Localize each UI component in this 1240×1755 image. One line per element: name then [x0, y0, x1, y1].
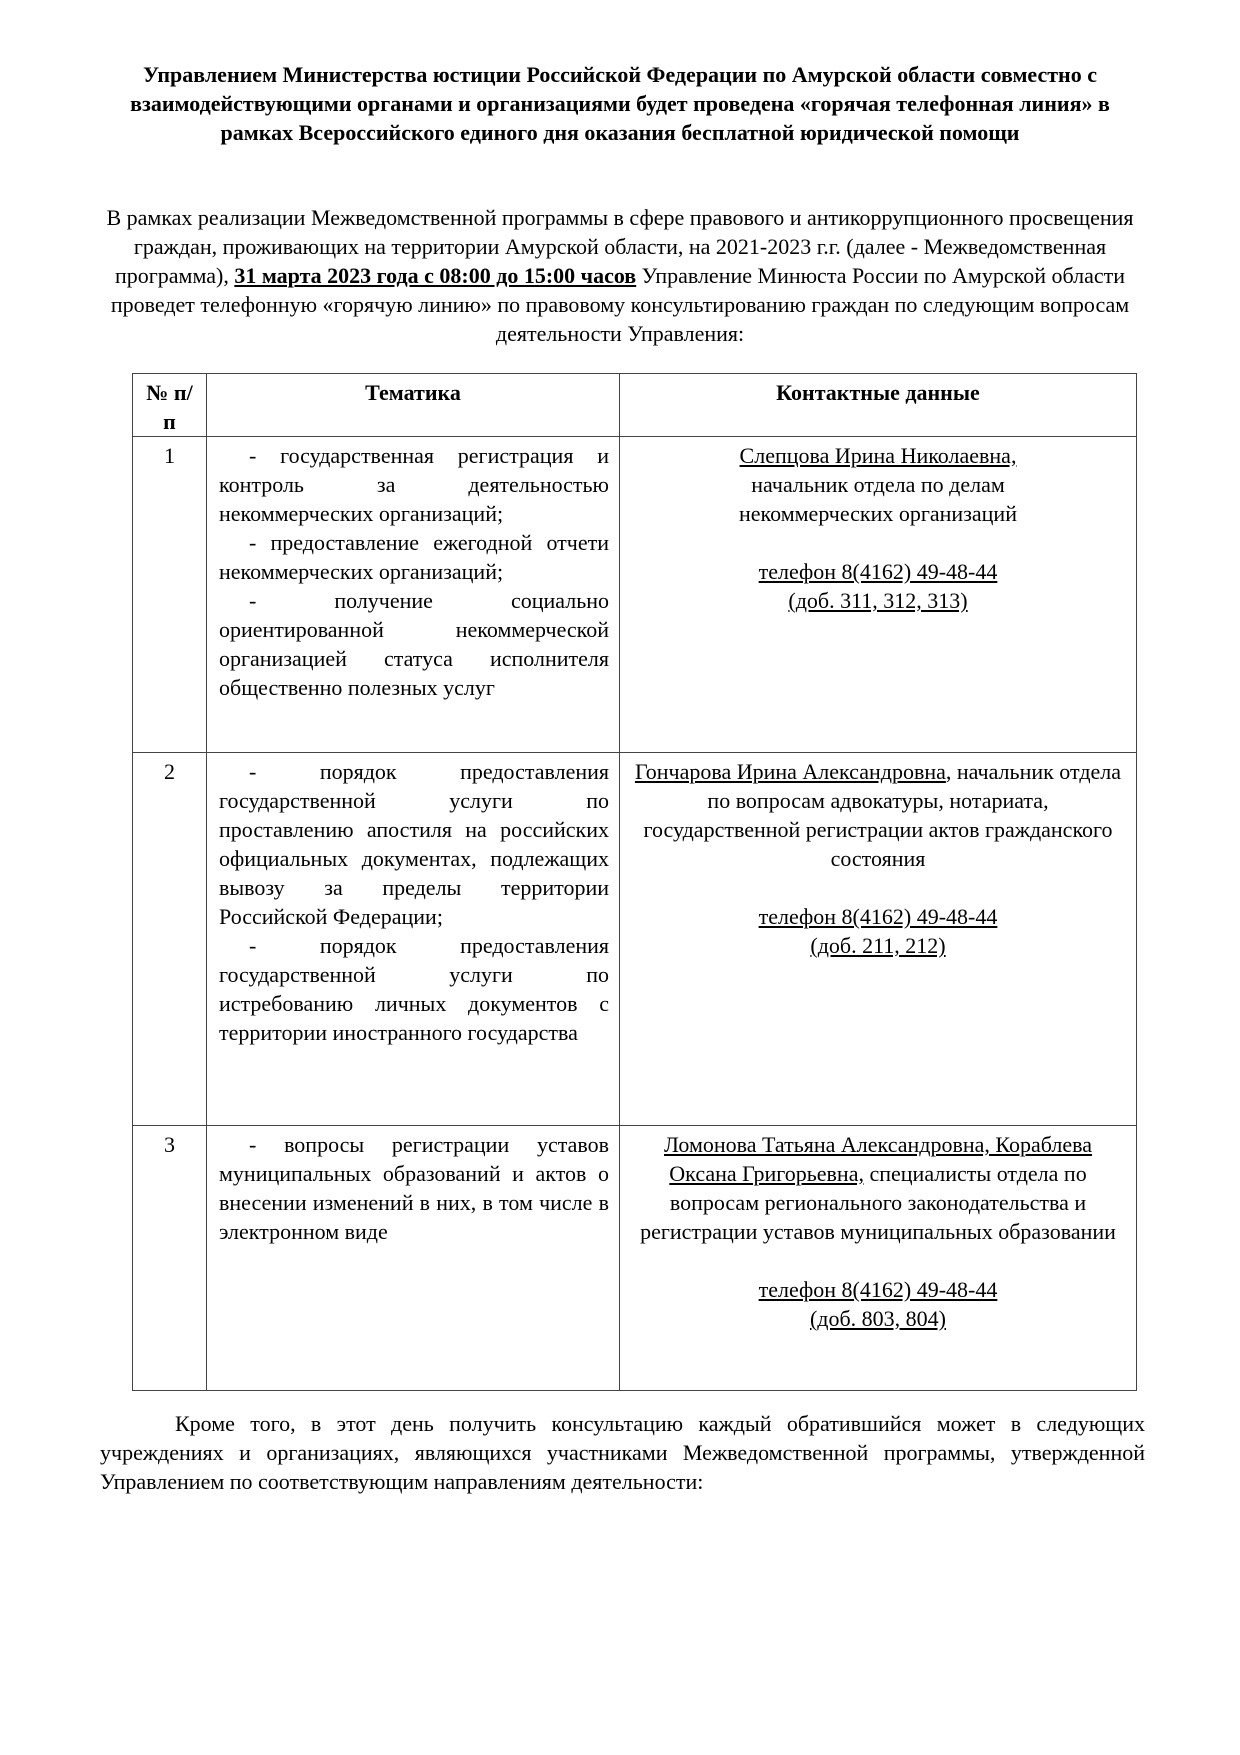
table-row: [133, 753, 1137, 1126]
table-row: [133, 1126, 1137, 1391]
contact-role: специалисты отдела по вопросам регионального законодательства и регистрации уставов муниципальных образовании: [640, 1161, 1116, 1244]
document-title: Управлением Министерства юстиции Российской Федерации по Амурской области совместно с взаимодействующими органами и организациями будет проведена «горячая телефонная линия» в рамках Всероссийского единого дня оказания бесплатной юридической помощи: [130, 62, 1110, 145]
intro-date-highlight: 31 марта 2023 года с 08:00 до 15:00 часов: [234, 263, 637, 288]
topic-item: - вопросы регистрации уставов муниципальных образований и актов о внесении изменений в них, в том числе в электронном виде: [219, 1132, 609, 1244]
hotline-table: [132, 373, 1137, 1391]
topic-item: - порядок предоставления государственной услуги по проставлению апостиля на российских официальных документах, подлежащих вывозу за пределы территории Российской Федерации;: [219, 759, 609, 929]
contact-phone: телефон 8(4162) 49-48-44: [758, 1277, 998, 1302]
header-contact: Контактные данные: [620, 374, 1137, 437]
contact-phone: телефон 8(4162) 49-48-44: [758, 904, 998, 929]
contact-person: Слепцова Ирина Николаевна,: [739, 443, 1017, 468]
contact-extension: (доб. 211, 212): [810, 933, 946, 958]
topic-item: - порядок предоставления государственной услуги по истребованию личных документов с территории иностранного государства: [219, 933, 609, 1045]
contact-phone: телефон 8(4162) 49-48-44: [758, 559, 998, 584]
table-row: [133, 437, 1137, 753]
topic-item: - предоставление ежегодной отчети некоммерческих организаций;: [219, 530, 609, 584]
row-topic-cell: [207, 753, 620, 1126]
intro-paragraph: [100, 203, 1140, 348]
row-contact-cell: [620, 437, 1137, 753]
intro-text-part2: Управление Минюста России по Амурской области проведет телефонную «горячую линию» по правовому консультированию граждан по следующим вопросам деятельности Управления:: [110, 263, 1130, 346]
row-number: 2: [133, 753, 207, 1126]
contact-person: Ломонова Татьяна Александровна, Кораблева Оксана Григорьевна,: [664, 1132, 1092, 1186]
header-topic: Тематика: [207, 374, 620, 437]
row-contact-cell: [620, 1126, 1137, 1391]
header-num: № п/п: [133, 374, 207, 437]
row-number: 3: [133, 1126, 207, 1391]
topic-item: - государственная регистрация и контроль за деятельностью некоммерческих организаций;: [219, 443, 609, 526]
table-header-row: [133, 374, 1137, 437]
intro-text-part1: В рамках реализации Межведомственной программы в сфере правового и антикоррупционного просвещения граждан, проживающих на территории Амурской области, на 2021-2023 г.г. (далее - Межведомственная программа),: [106, 205, 1134, 288]
contact-role: начальник отдела по делам некоммерческих организаций: [739, 472, 1017, 526]
contact-extension: (доб. 803, 804): [809, 1306, 947, 1331]
row-contact-cell: [620, 753, 1137, 1126]
closing-paragraph: Кроме того, в этот день получить консультацию каждый обратившийся может в следующих учреждениях и организациях, являющихся участниками Межведомственной программы, утвержденной Управлением по соответствующим направлениям деятельности:: [100, 1411, 1145, 1494]
contact-role: , начальник отдела по вопросам адвокатуры, нотариата, государственной регистрации актов гражданского состояния: [643, 759, 1122, 871]
topic-item: - получение социально ориентированной некоммерческой организацией статуса исполнителя общественно полезных услуг: [219, 588, 609, 700]
row-number: 1: [133, 437, 207, 753]
contact-person: Гончарова Ирина Александровна: [634, 759, 946, 784]
row-topic-cell: [207, 1126, 620, 1391]
row-topic-cell: [207, 437, 620, 753]
contact-extension: (доб. 311, 312, 313): [788, 588, 968, 613]
